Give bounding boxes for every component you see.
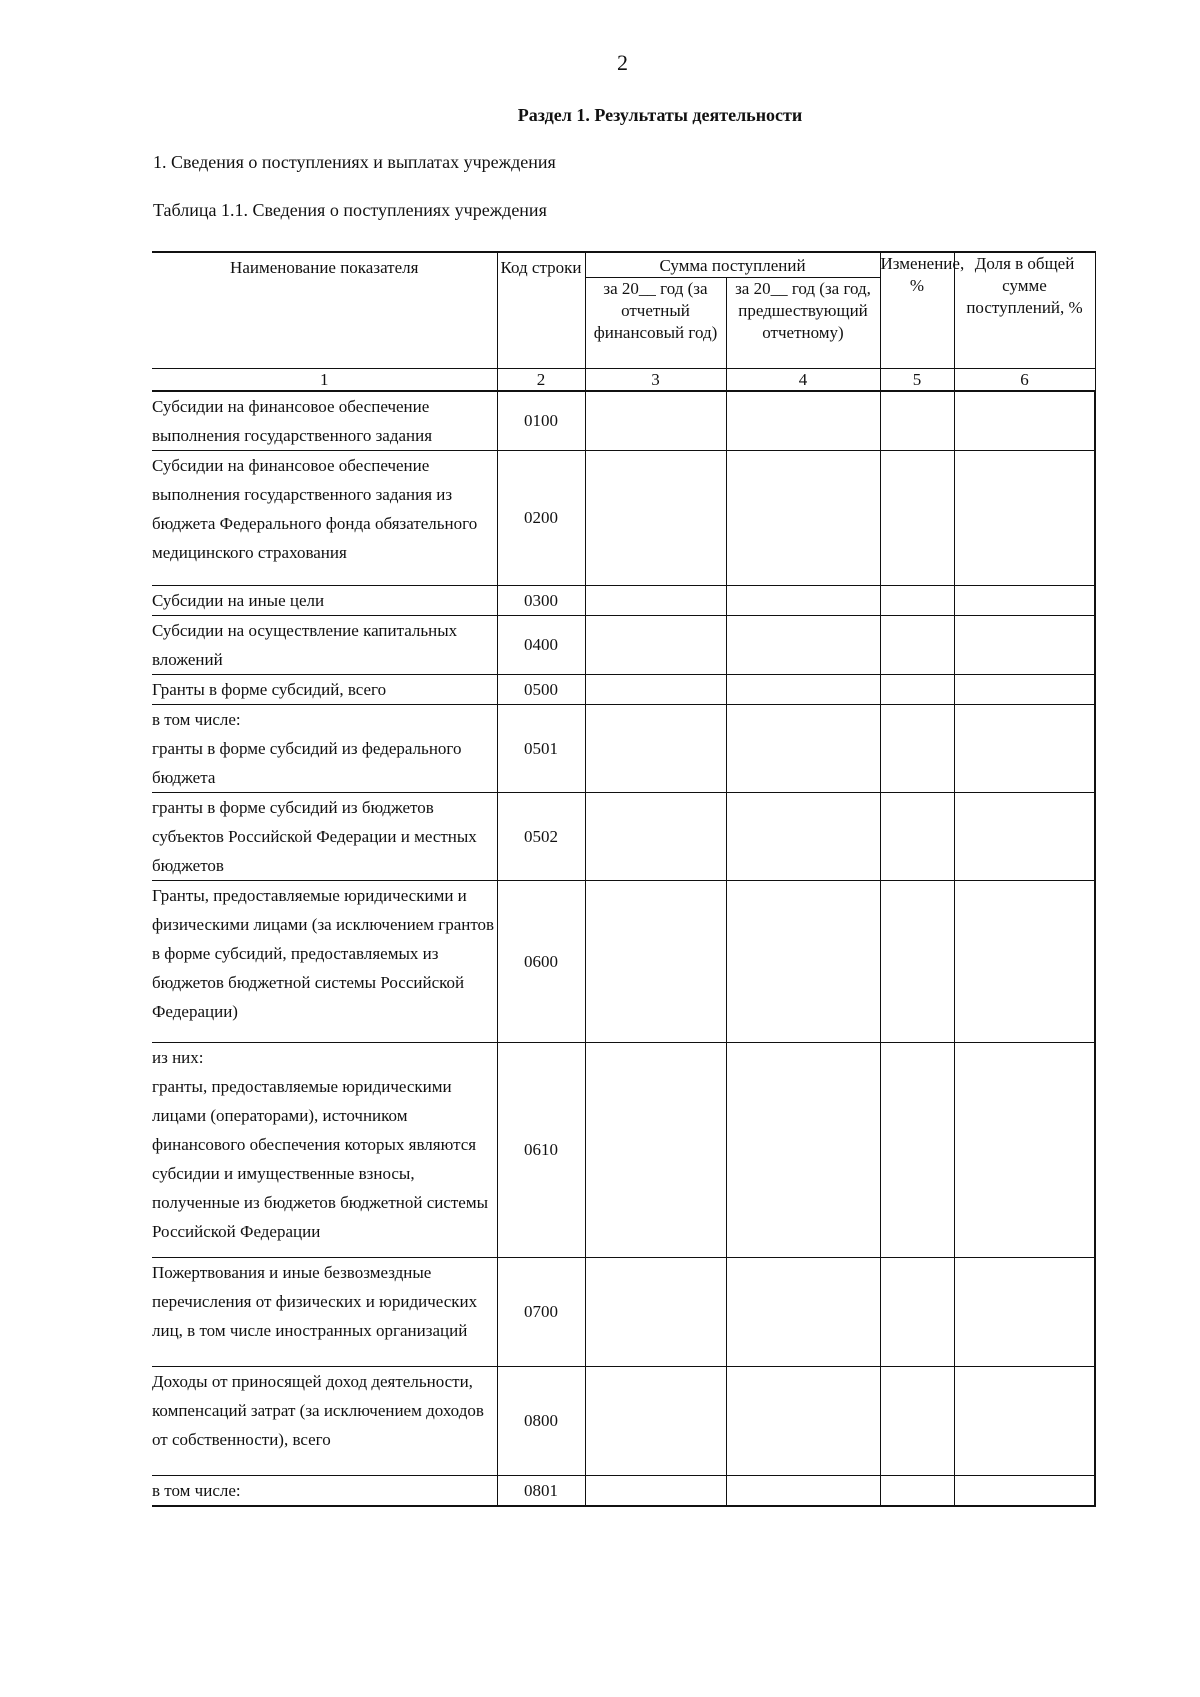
row-name: Пожертвования и иные безвозмездные перечисления от физических и юридических лиц, в том числе иностранных организаций [152, 1258, 497, 1367]
value-previous-year-cell[interactable] [726, 1258, 880, 1367]
value-reporting-year-cell[interactable] [585, 1258, 726, 1367]
value-share-cell[interactable] [954, 1258, 1095, 1367]
table-row [152, 616, 1095, 675]
row-name: гранты в форме субсидий из бюджетов субъектов Российской Федерации и местных бюджетов [152, 793, 497, 881]
table-row [152, 881, 1095, 1043]
value-previous-year-cell[interactable] [726, 881, 880, 1043]
header-change: Изменение, % [880, 252, 954, 369]
value-reporting-year-cell[interactable] [585, 705, 726, 793]
value-change-cell[interactable] [880, 451, 954, 586]
row-code: 0610 [497, 1043, 585, 1258]
value-share-cell[interactable] [954, 1367, 1095, 1476]
value-reporting-year-cell[interactable] [585, 793, 726, 881]
table-row [152, 675, 1095, 705]
value-share-cell[interactable] [954, 451, 1095, 586]
value-previous-year-cell[interactable] [726, 793, 880, 881]
header-year-reporting: за 20__ год (за отчетный финансовый год) [585, 278, 726, 369]
value-previous-year-cell[interactable] [726, 1043, 880, 1258]
table-row [152, 451, 1095, 586]
table-row [152, 1258, 1095, 1367]
value-previous-year-cell[interactable] [726, 675, 880, 705]
column-numbers-row [152, 369, 1095, 392]
row-name: Доходы от приносящей доход деятельности, компенсаций затрат (за исключением доходов от собственности), всего [152, 1367, 497, 1476]
value-reporting-year-cell[interactable] [585, 1367, 726, 1476]
column-number: 6 [954, 369, 1095, 392]
value-reporting-year-cell[interactable] [585, 881, 726, 1043]
row-code: 0500 [497, 675, 585, 705]
row-code: 0400 [497, 616, 585, 675]
row-name: в том числе: гранты в форме субсидий из федерального бюджета [152, 705, 497, 793]
value-share-cell[interactable] [954, 1043, 1095, 1258]
value-change-cell[interactable] [880, 1043, 954, 1258]
page-number: 2 [617, 50, 628, 75]
table-row [152, 391, 1095, 451]
column-number: 1 [152, 369, 497, 392]
row-name: Субсидии на финансовое обеспечение выполнения государственного задания [152, 391, 497, 451]
value-share-cell[interactable] [954, 1476, 1095, 1507]
row-code: 0100 [497, 391, 585, 451]
header-name: Наименование показателя [152, 252, 497, 369]
value-reporting-year-cell[interactable] [585, 1043, 726, 1258]
table-body [152, 391, 1095, 1506]
row-name: Субсидии на финансовое обеспечение выполнения государственного задания из бюджета Федерального фонда обязательного медицинского страхования [152, 451, 497, 586]
table-row [152, 1043, 1095, 1258]
section-title: Раздел 1. Результаты деятельности [517, 105, 803, 125]
value-previous-year-cell[interactable] [726, 1476, 880, 1507]
header-sum-group: Сумма поступлений [585, 252, 880, 278]
value-previous-year-cell[interactable] [726, 586, 880, 616]
column-number: 2 [497, 369, 585, 392]
value-change-cell[interactable] [880, 1367, 954, 1476]
header-code: Код строки [497, 252, 585, 369]
value-previous-year-cell[interactable] [726, 616, 880, 675]
row-name: Субсидии на осуществление капитальных вложений [152, 616, 497, 675]
value-share-cell[interactable] [954, 675, 1095, 705]
value-reporting-year-cell[interactable] [585, 675, 726, 705]
row-code: 0600 [497, 881, 585, 1043]
row-name: из них: гранты, предоставляемые юридическими лицами (операторами), источником финансового обеспечения которых являются субсидии и имущественные взносы, полученные из бюджетов бюджетной системы Российской Федерации [152, 1043, 497, 1258]
value-change-cell[interactable] [880, 616, 954, 675]
row-name: Субсидии на иные цели [152, 586, 497, 616]
value-change-cell[interactable] [880, 1258, 954, 1367]
value-change-cell[interactable] [880, 586, 954, 616]
value-reporting-year-cell[interactable] [585, 1476, 726, 1507]
value-share-cell[interactable] [954, 705, 1095, 793]
value-change-cell[interactable] [880, 705, 954, 793]
header-year-previous: за 20__ год (за год, предшествующий отчетному) [726, 278, 880, 369]
row-name: в том числе: [152, 1476, 497, 1507]
value-share-cell[interactable] [954, 793, 1095, 881]
row-code: 0502 [497, 793, 585, 881]
value-share-cell[interactable] [954, 616, 1095, 675]
value-previous-year-cell[interactable] [726, 451, 880, 586]
value-share-cell[interactable] [954, 881, 1095, 1043]
row-name: Гранты, предоставляемые юридическими и физическими лицами (за исключением грантов в форме субсидий, предоставляемых из бюджетов бюджетной системы Российской Федерации) [152, 881, 497, 1043]
column-number: 5 [880, 369, 954, 392]
row-code: 0800 [497, 1367, 585, 1476]
column-number: 4 [726, 369, 880, 392]
row-code: 0300 [497, 586, 585, 616]
receipts-table [152, 251, 1096, 1507]
row-code: 0200 [497, 451, 585, 586]
value-reporting-year-cell[interactable] [585, 616, 726, 675]
value-reporting-year-cell[interactable] [585, 451, 726, 586]
value-reporting-year-cell[interactable] [585, 586, 726, 616]
table-row [152, 705, 1095, 793]
table-row [152, 1476, 1095, 1507]
value-change-cell[interactable] [880, 675, 954, 705]
table-caption: Таблица 1.1. Сведения о поступлениях учреждения [153, 200, 547, 220]
table-row [152, 793, 1095, 881]
value-change-cell[interactable] [880, 881, 954, 1043]
value-change-cell[interactable] [880, 793, 954, 881]
row-code: 0501 [497, 705, 585, 793]
value-share-cell[interactable] [954, 586, 1095, 616]
row-code: 0801 [497, 1476, 585, 1507]
value-share-cell[interactable] [954, 391, 1095, 451]
value-previous-year-cell[interactable] [726, 1367, 880, 1476]
value-reporting-year-cell[interactable] [585, 391, 726, 451]
table-row [152, 586, 1095, 616]
value-change-cell[interactable] [880, 391, 954, 451]
header-share: Доля в общей сумме поступлений, % [954, 252, 1095, 369]
subtitle: 1. Сведения о поступлениях и выплатах учреждения [153, 152, 556, 172]
table-row [152, 1367, 1095, 1476]
value-previous-year-cell[interactable] [726, 391, 880, 451]
value-previous-year-cell[interactable] [726, 705, 880, 793]
column-number: 3 [585, 369, 726, 392]
row-code: 0700 [497, 1258, 585, 1367]
value-change-cell[interactable] [880, 1476, 954, 1507]
row-name: Гранты в форме субсидий, всего [152, 675, 497, 705]
